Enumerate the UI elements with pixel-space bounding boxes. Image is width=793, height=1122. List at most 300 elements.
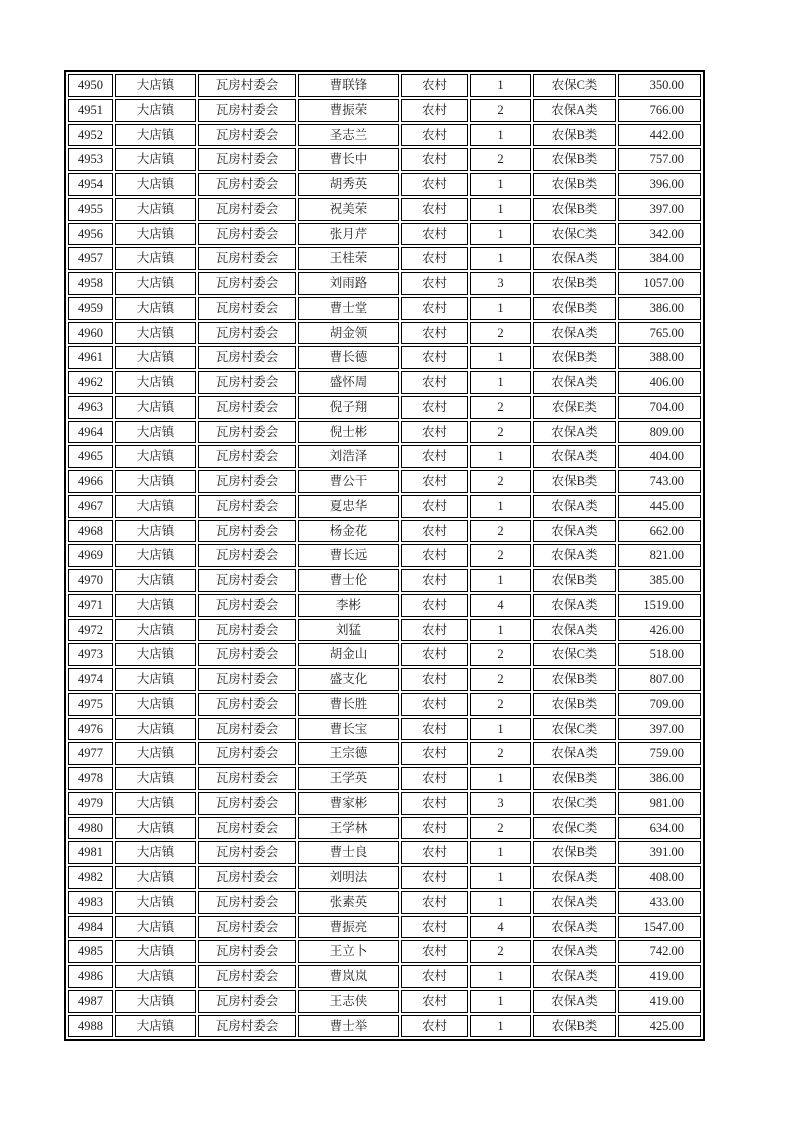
table-row xyxy=(68,272,701,295)
cell-insurance-category: 农保C类 xyxy=(533,792,616,815)
cell-person-count: 1 xyxy=(470,569,531,592)
cell-amount: 821.00 xyxy=(618,544,701,567)
cell-person-count: 3 xyxy=(470,792,531,815)
cell-person-name: 曹长胜 xyxy=(298,693,399,716)
table-row xyxy=(68,322,701,345)
cell-insurance-category: 农保A类 xyxy=(533,247,616,270)
cell-amount: 419.00 xyxy=(618,965,701,988)
table-row xyxy=(68,817,701,840)
cell-insurance-category: 农保B类 xyxy=(533,124,616,147)
cell-person-count: 1 xyxy=(470,74,531,97)
cell-amount: 386.00 xyxy=(618,297,701,320)
cell-serial-number: 4986 xyxy=(68,965,113,988)
cell-serial-number: 4950 xyxy=(68,74,113,97)
cell-person-count: 1 xyxy=(470,247,531,270)
table-row xyxy=(68,247,701,270)
cell-village-committee: 瓦房村委会 xyxy=(198,693,296,716)
cell-household-type: 农村 xyxy=(401,223,468,246)
cell-person-count: 1 xyxy=(470,223,531,246)
table-row xyxy=(68,173,701,196)
cell-village-committee: 瓦房村委会 xyxy=(198,841,296,864)
cell-household-type: 农村 xyxy=(401,371,468,394)
table-row xyxy=(68,148,701,171)
cell-person-count: 2 xyxy=(470,520,531,543)
cell-insurance-category: 农保B类 xyxy=(533,470,616,493)
cell-insurance-category: 农保A类 xyxy=(533,544,616,567)
cell-amount: 759.00 xyxy=(618,742,701,765)
cell-household-type: 农村 xyxy=(401,916,468,939)
cell-person-name: 王桂荣 xyxy=(298,247,399,270)
cell-town: 大店镇 xyxy=(115,792,196,815)
cell-person-name: 曹公干 xyxy=(298,470,399,493)
cell-serial-number: 4971 xyxy=(68,594,113,617)
cell-amount: 384.00 xyxy=(618,247,701,270)
cell-insurance-category: 农保A类 xyxy=(533,619,616,642)
table-row xyxy=(68,396,701,419)
cell-village-committee: 瓦房村委会 xyxy=(198,198,296,221)
cell-person-count: 2 xyxy=(470,470,531,493)
cell-person-count: 2 xyxy=(470,643,531,666)
cell-serial-number: 4954 xyxy=(68,173,113,196)
cell-person-count: 2 xyxy=(470,396,531,419)
cell-insurance-category: 农保B类 xyxy=(533,693,616,716)
cell-person-count: 2 xyxy=(470,693,531,716)
cell-village-committee: 瓦房村委会 xyxy=(198,272,296,295)
cell-town: 大店镇 xyxy=(115,619,196,642)
cell-person-name: 刘明法 xyxy=(298,866,399,889)
table-row xyxy=(68,668,701,691)
cell-person-name: 曹长德 xyxy=(298,346,399,369)
table-row xyxy=(68,767,701,790)
cell-person-count: 1 xyxy=(470,891,531,914)
cell-person-name: 曹家彬 xyxy=(298,792,399,815)
cell-household-type: 农村 xyxy=(401,148,468,171)
cell-amount: 704.00 xyxy=(618,396,701,419)
cell-village-committee: 瓦房村委会 xyxy=(198,817,296,840)
cell-town: 大店镇 xyxy=(115,99,196,122)
cell-town: 大店镇 xyxy=(115,74,196,97)
cell-town: 大店镇 xyxy=(115,124,196,147)
cell-person-name: 盛怀周 xyxy=(298,371,399,394)
cell-insurance-category: 农保A类 xyxy=(533,940,616,963)
cell-serial-number: 4964 xyxy=(68,421,113,444)
cell-household-type: 农村 xyxy=(401,520,468,543)
cell-amount: 709.00 xyxy=(618,693,701,716)
table-row xyxy=(68,718,701,741)
cell-village-committee: 瓦房村委会 xyxy=(198,371,296,394)
cell-household-type: 农村 xyxy=(401,396,468,419)
cell-serial-number: 4957 xyxy=(68,247,113,270)
cell-serial-number: 4960 xyxy=(68,322,113,345)
cell-insurance-category: 农保B类 xyxy=(533,297,616,320)
cell-village-committee: 瓦房村委会 xyxy=(198,223,296,246)
cell-household-type: 农村 xyxy=(401,693,468,716)
cell-amount: 404.00 xyxy=(618,445,701,468)
cell-person-name: 王学英 xyxy=(298,767,399,790)
cell-person-name: 王立卜 xyxy=(298,940,399,963)
cell-amount: 757.00 xyxy=(618,148,701,171)
cell-household-type: 农村 xyxy=(401,940,468,963)
cell-serial-number: 4969 xyxy=(68,544,113,567)
cell-insurance-category: 农保A类 xyxy=(533,421,616,444)
cell-serial-number: 4981 xyxy=(68,841,113,864)
cell-household-type: 农村 xyxy=(401,495,468,518)
table-row xyxy=(68,619,701,642)
cell-person-name: 曹联锋 xyxy=(298,74,399,97)
cell-town: 大店镇 xyxy=(115,520,196,543)
cell-insurance-category: 农保A类 xyxy=(533,495,616,518)
cell-town: 大店镇 xyxy=(115,544,196,567)
cell-village-committee: 瓦房村委会 xyxy=(198,445,296,468)
cell-town: 大店镇 xyxy=(115,371,196,394)
cell-serial-number: 4972 xyxy=(68,619,113,642)
cell-town: 大店镇 xyxy=(115,990,196,1013)
cell-person-name: 曹士良 xyxy=(298,841,399,864)
table-row xyxy=(68,990,701,1013)
cell-amount: 442.00 xyxy=(618,124,701,147)
cell-village-committee: 瓦房村委会 xyxy=(198,569,296,592)
cell-town: 大店镇 xyxy=(115,841,196,864)
cell-household-type: 农村 xyxy=(401,1015,468,1038)
cell-household-type: 农村 xyxy=(401,173,468,196)
cell-person-name: 王学林 xyxy=(298,817,399,840)
cell-serial-number: 4956 xyxy=(68,223,113,246)
cell-amount: 388.00 xyxy=(618,346,701,369)
cell-village-committee: 瓦房村委会 xyxy=(198,668,296,691)
cell-village-committee: 瓦房村委会 xyxy=(198,940,296,963)
cell-household-type: 农村 xyxy=(401,445,468,468)
cell-village-committee: 瓦房村委会 xyxy=(198,594,296,617)
cell-household-type: 农村 xyxy=(401,272,468,295)
cell-town: 大店镇 xyxy=(115,742,196,765)
cell-insurance-category: 农保C类 xyxy=(533,643,616,666)
cell-insurance-category: 农保B类 xyxy=(533,668,616,691)
cell-insurance-category: 农保B类 xyxy=(533,346,616,369)
cell-amount: 1057.00 xyxy=(618,272,701,295)
cell-town: 大店镇 xyxy=(115,940,196,963)
cell-amount: 743.00 xyxy=(618,470,701,493)
cell-serial-number: 4987 xyxy=(68,990,113,1013)
cell-village-committee: 瓦房村委会 xyxy=(198,520,296,543)
cell-village-committee: 瓦房村委会 xyxy=(198,619,296,642)
cell-person-count: 1 xyxy=(470,445,531,468)
cell-serial-number: 4973 xyxy=(68,643,113,666)
table-body xyxy=(68,74,701,1037)
table-row xyxy=(68,371,701,394)
table-row xyxy=(68,792,701,815)
cell-amount: 809.00 xyxy=(618,421,701,444)
cell-person-name: 胡金山 xyxy=(298,643,399,666)
cell-person-name: 曹士举 xyxy=(298,1015,399,1038)
cell-village-committee: 瓦房村委会 xyxy=(198,742,296,765)
cell-amount: 397.00 xyxy=(618,718,701,741)
cell-village-committee: 瓦房村委会 xyxy=(198,544,296,567)
table-row xyxy=(68,297,701,320)
cell-serial-number: 4968 xyxy=(68,520,113,543)
table-row xyxy=(68,965,701,988)
cell-household-type: 农村 xyxy=(401,742,468,765)
cell-village-committee: 瓦房村委会 xyxy=(198,297,296,320)
cell-village-committee: 瓦房村委会 xyxy=(198,148,296,171)
cell-amount: 396.00 xyxy=(618,173,701,196)
cell-person-name: 倪士彬 xyxy=(298,421,399,444)
cell-insurance-category: 农保C类 xyxy=(533,223,616,246)
cell-town: 大店镇 xyxy=(115,297,196,320)
cell-person-name: 曹士伦 xyxy=(298,569,399,592)
cell-serial-number: 4975 xyxy=(68,693,113,716)
cell-town: 大店镇 xyxy=(115,693,196,716)
cell-person-name: 倪子翔 xyxy=(298,396,399,419)
cell-insurance-category: 农保B类 xyxy=(533,272,616,295)
cell-amount: 1547.00 xyxy=(618,916,701,939)
cell-insurance-category: 农保A类 xyxy=(533,965,616,988)
table-row xyxy=(68,470,701,493)
cell-person-name: 李彬 xyxy=(298,594,399,617)
cell-household-type: 农村 xyxy=(401,322,468,345)
cell-household-type: 农村 xyxy=(401,792,468,815)
cell-amount: 386.00 xyxy=(618,767,701,790)
cell-town: 大店镇 xyxy=(115,817,196,840)
cell-person-count: 2 xyxy=(470,322,531,345)
cell-town: 大店镇 xyxy=(115,247,196,270)
cell-serial-number: 4985 xyxy=(68,940,113,963)
cell-insurance-category: 农保A类 xyxy=(533,520,616,543)
cell-amount: 426.00 xyxy=(618,619,701,642)
table-row xyxy=(68,866,701,889)
cell-household-type: 农村 xyxy=(401,421,468,444)
cell-person-count: 1 xyxy=(470,866,531,889)
cell-village-committee: 瓦房村委会 xyxy=(198,965,296,988)
table-row xyxy=(68,569,701,592)
cell-amount: 385.00 xyxy=(618,569,701,592)
cell-village-committee: 瓦房村委会 xyxy=(198,1015,296,1038)
cell-person-name: 刘猛 xyxy=(298,619,399,642)
cell-household-type: 农村 xyxy=(401,74,468,97)
cell-person-count: 1 xyxy=(470,173,531,196)
cell-town: 大店镇 xyxy=(115,223,196,246)
cell-person-name: 曹士堂 xyxy=(298,297,399,320)
cell-person-name: 王志侠 xyxy=(298,990,399,1013)
cell-village-committee: 瓦房村委会 xyxy=(198,866,296,889)
cell-town: 大店镇 xyxy=(115,346,196,369)
cell-town: 大店镇 xyxy=(115,718,196,741)
cell-person-name: 张素英 xyxy=(298,891,399,914)
cell-town: 大店镇 xyxy=(115,421,196,444)
cell-village-committee: 瓦房村委会 xyxy=(198,322,296,345)
cell-insurance-category: 农保B类 xyxy=(533,1015,616,1038)
cell-household-type: 农村 xyxy=(401,124,468,147)
cell-town: 大店镇 xyxy=(115,767,196,790)
table-row xyxy=(68,124,701,147)
cell-village-committee: 瓦房村委会 xyxy=(198,470,296,493)
cell-serial-number: 4959 xyxy=(68,297,113,320)
cell-person-count: 2 xyxy=(470,940,531,963)
cell-village-committee: 瓦房村委会 xyxy=(198,124,296,147)
cell-person-count: 4 xyxy=(470,594,531,617)
cell-person-count: 1 xyxy=(470,371,531,394)
table-row xyxy=(68,940,701,963)
cell-serial-number: 4982 xyxy=(68,866,113,889)
cell-village-committee: 瓦房村委会 xyxy=(198,495,296,518)
cell-town: 大店镇 xyxy=(115,396,196,419)
table-row xyxy=(68,198,701,221)
cell-person-count: 3 xyxy=(470,272,531,295)
cell-person-name: 刘浩泽 xyxy=(298,445,399,468)
cell-person-name: 盛支化 xyxy=(298,668,399,691)
cell-household-type: 农村 xyxy=(401,198,468,221)
cell-person-count: 1 xyxy=(470,124,531,147)
cell-amount: 433.00 xyxy=(618,891,701,914)
cell-person-count: 1 xyxy=(470,841,531,864)
cell-town: 大店镇 xyxy=(115,594,196,617)
cell-town: 大店镇 xyxy=(115,198,196,221)
cell-amount: 518.00 xyxy=(618,643,701,666)
cell-household-type: 农村 xyxy=(401,866,468,889)
cell-person-count: 2 xyxy=(470,668,531,691)
cell-person-name: 曹岚岚 xyxy=(298,965,399,988)
cell-household-type: 农村 xyxy=(401,346,468,369)
cell-serial-number: 4952 xyxy=(68,124,113,147)
cell-amount: 397.00 xyxy=(618,198,701,221)
cell-serial-number: 4963 xyxy=(68,396,113,419)
table-row xyxy=(68,346,701,369)
cell-insurance-category: 农保A类 xyxy=(533,445,616,468)
cell-household-type: 农村 xyxy=(401,841,468,864)
cell-town: 大店镇 xyxy=(115,965,196,988)
cell-serial-number: 4953 xyxy=(68,148,113,171)
cell-amount: 766.00 xyxy=(618,99,701,122)
cell-household-type: 农村 xyxy=(401,965,468,988)
cell-person-name: 曹长宝 xyxy=(298,718,399,741)
cell-person-count: 1 xyxy=(470,965,531,988)
cell-household-type: 农村 xyxy=(401,990,468,1013)
cell-person-count: 2 xyxy=(470,148,531,171)
cell-insurance-category: 农保B类 xyxy=(533,569,616,592)
cell-person-count: 1 xyxy=(470,198,531,221)
cell-person-name: 曹振亮 xyxy=(298,916,399,939)
cell-village-committee: 瓦房村委会 xyxy=(198,396,296,419)
cell-insurance-category: 农保B类 xyxy=(533,198,616,221)
cell-person-name: 夏忠华 xyxy=(298,495,399,518)
cell-person-count: 2 xyxy=(470,421,531,444)
cell-amount: 419.00 xyxy=(618,990,701,1013)
cell-serial-number: 4958 xyxy=(68,272,113,295)
cell-insurance-category: 农保A类 xyxy=(533,891,616,914)
cell-insurance-category: 农保B类 xyxy=(533,767,616,790)
table-row xyxy=(68,544,701,567)
cell-amount: 391.00 xyxy=(618,841,701,864)
cell-person-count: 1 xyxy=(470,619,531,642)
cell-household-type: 农村 xyxy=(401,643,468,666)
cell-insurance-category: 农保A类 xyxy=(533,322,616,345)
table-row xyxy=(68,1015,701,1038)
cell-person-name: 王宗德 xyxy=(298,742,399,765)
cell-person-count: 1 xyxy=(470,767,531,790)
table-row xyxy=(68,495,701,518)
cell-village-committee: 瓦房村委会 xyxy=(198,173,296,196)
cell-person-count: 1 xyxy=(470,346,531,369)
cell-town: 大店镇 xyxy=(115,272,196,295)
cell-amount: 742.00 xyxy=(618,940,701,963)
cell-town: 大店镇 xyxy=(115,322,196,345)
cell-person-name: 胡金领 xyxy=(298,322,399,345)
cell-serial-number: 4988 xyxy=(68,1015,113,1038)
cell-amount: 1519.00 xyxy=(618,594,701,617)
cell-person-count: 2 xyxy=(470,544,531,567)
pension-records-table xyxy=(64,70,705,1041)
cell-serial-number: 4951 xyxy=(68,99,113,122)
cell-household-type: 农村 xyxy=(401,247,468,270)
cell-household-type: 农村 xyxy=(401,99,468,122)
cell-household-type: 农村 xyxy=(401,718,468,741)
cell-village-committee: 瓦房村委会 xyxy=(198,346,296,369)
cell-town: 大店镇 xyxy=(115,866,196,889)
cell-town: 大店镇 xyxy=(115,148,196,171)
cell-serial-number: 4976 xyxy=(68,718,113,741)
table-row xyxy=(68,643,701,666)
cell-person-name: 曹振荣 xyxy=(298,99,399,122)
cell-serial-number: 4966 xyxy=(68,470,113,493)
cell-insurance-category: 农保B类 xyxy=(533,148,616,171)
cell-town: 大店镇 xyxy=(115,668,196,691)
cell-serial-number: 4955 xyxy=(68,198,113,221)
table-row xyxy=(68,594,701,617)
cell-person-count: 2 xyxy=(470,742,531,765)
cell-town: 大店镇 xyxy=(115,495,196,518)
cell-town: 大店镇 xyxy=(115,569,196,592)
cell-person-name: 曹长远 xyxy=(298,544,399,567)
cell-town: 大店镇 xyxy=(115,1015,196,1038)
cell-town: 大店镇 xyxy=(115,173,196,196)
cell-village-committee: 瓦房村委会 xyxy=(198,247,296,270)
cell-person-name: 刘雨路 xyxy=(298,272,399,295)
cell-serial-number: 4961 xyxy=(68,346,113,369)
cell-village-committee: 瓦房村委会 xyxy=(198,643,296,666)
cell-person-name: 祝美荣 xyxy=(298,198,399,221)
table-row xyxy=(68,99,701,122)
cell-village-committee: 瓦房村委会 xyxy=(198,767,296,790)
cell-insurance-category: 农保B类 xyxy=(533,841,616,864)
cell-amount: 350.00 xyxy=(618,74,701,97)
cell-village-committee: 瓦房村委会 xyxy=(198,990,296,1013)
cell-village-committee: 瓦房村委会 xyxy=(198,99,296,122)
cell-person-count: 4 xyxy=(470,916,531,939)
cell-amount: 408.00 xyxy=(618,866,701,889)
cell-household-type: 农村 xyxy=(401,891,468,914)
cell-household-type: 农村 xyxy=(401,767,468,790)
cell-person-count: 1 xyxy=(470,495,531,518)
table-row xyxy=(68,520,701,543)
cell-household-type: 农村 xyxy=(401,668,468,691)
cell-serial-number: 4978 xyxy=(68,767,113,790)
cell-person-name: 圣志兰 xyxy=(298,124,399,147)
cell-village-committee: 瓦房村委会 xyxy=(198,891,296,914)
cell-village-committee: 瓦房村委会 xyxy=(198,916,296,939)
cell-amount: 634.00 xyxy=(618,817,701,840)
cell-insurance-category: 农保A类 xyxy=(533,990,616,1013)
cell-town: 大店镇 xyxy=(115,891,196,914)
cell-amount: 981.00 xyxy=(618,792,701,815)
cell-person-count: 2 xyxy=(470,817,531,840)
cell-village-committee: 瓦房村委会 xyxy=(198,792,296,815)
cell-household-type: 农村 xyxy=(401,569,468,592)
cell-person-count: 1 xyxy=(470,1015,531,1038)
cell-person-name: 杨金花 xyxy=(298,520,399,543)
cell-serial-number: 4984 xyxy=(68,916,113,939)
cell-serial-number: 4967 xyxy=(68,495,113,518)
cell-household-type: 农村 xyxy=(401,297,468,320)
cell-amount: 425.00 xyxy=(618,1015,701,1038)
